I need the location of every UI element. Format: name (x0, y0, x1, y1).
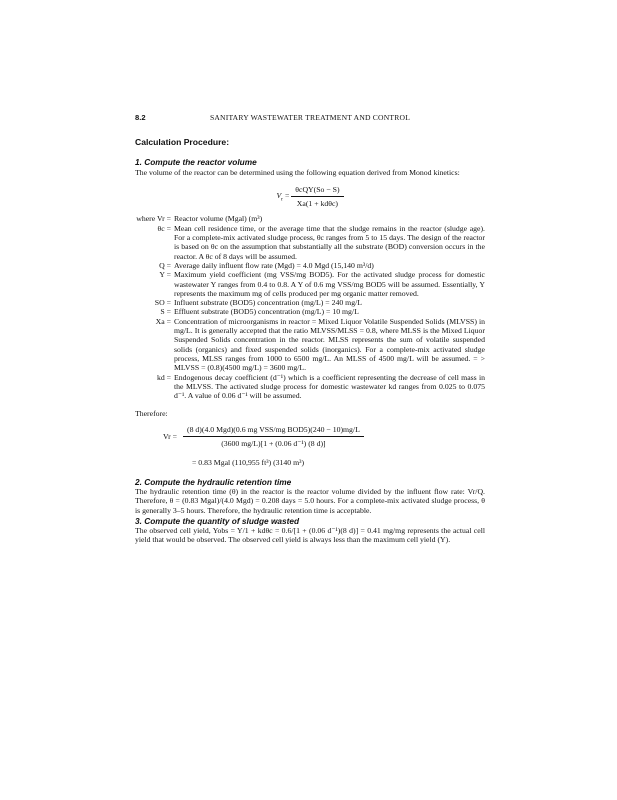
definition-item (135, 214, 485, 223)
therefore-label: Therefore: (135, 409, 168, 419)
definition-item (135, 373, 485, 401)
definition-text: Maximum yield coefficient (mg VSS/mg BOD5). For the activated sludge process for domestic wastewater Y ranges from 0.4 to 0.8. A Y of 0.6 mg VSS/mg BOD5 will be assumed. Essentially, Y represents the maximum mg of cells produced per mg organic matter removed. (174, 270, 485, 298)
definition-symbol: Q = (159, 260, 171, 270)
definition-text: Reactor volume (Mgal) (m³) (174, 214, 263, 224)
step2-text: The hydraulic retention time (θ) in the reactor is the reactor volume divided by the influent flow rate: Vr/Q. Therefore, θ = (0.83 Mgal)/(4.0 Mgd) = 0.208 days = 5.0 hours. For a complete-mix activated sludge process, θ is generally 3–5 hours. Therefore, the hydraulic retention time is acceptable. (135, 486, 485, 515)
definition-item (135, 261, 485, 270)
step1-heading: 1. Compute the reactor volume (135, 157, 257, 168)
step1-intro: The volume of the reactor can be determined using the following equation derived from Monod kinetics: (135, 167, 460, 177)
definition-item (135, 224, 485, 261)
definition-text: Concentration of microorganisms in reactor = Mixed Liquor Volatile Suspended Solids (MLVSS) in mg/L. It is generally accepted that the ratio MLVSS/MLSS = 0.8, where MLSS is the Mixed Liquor Suspended Solids concentration in the reactor. MLSS represents the sum of volatile suspended solids (organics) and fixed suspended solids (inorganics). For a complete-mix activated sludge process, MLSS ranges from 1000 to 6500 mg/L. An MLSS of 4500 mg/L will be assumed. = > MLVSS = (0.8)(4500 mg/L) = 3600 mg/L. (174, 316, 485, 373)
monod-equation (135, 185, 485, 209)
definition-text: Mean cell residence time, or the average time that the sludge remains in the reactor (sludge age). For a complete-mix activated sludge process, θc ranges from 5 to 15 days. The design of the reactor is based on θc on the assumption that substantially all the substrate (BOD) conversion occurs in the reactor. A θc of 8 days will be assumed. (174, 223, 485, 261)
definition-item (135, 270, 485, 298)
equation-numerator: θcQY(So − S) (291, 185, 343, 197)
volume-calc-lhs: Vr = (163, 431, 178, 441)
definition-item (135, 317, 485, 373)
volume-calculation (163, 425, 485, 449)
definition-symbol: Xa = (155, 316, 171, 326)
step3-heading: 3. Compute the quantity of sludge wasted (135, 515, 300, 526)
volume-calc-numerator: (8 d)(4.0 Mgd)(0.6 mg VSS/mg BOD5)(240 − 10)mg/L (183, 425, 364, 437)
page-body (135, 138, 485, 545)
page-number: 8.2 (135, 113, 146, 122)
calculation-heading: Calculation Procedure: (135, 137, 230, 147)
volume-calc-fraction (183, 425, 364, 449)
definition-list (135, 214, 485, 400)
definition-symbol: kd = (156, 372, 171, 382)
equation-denominator: Xa(1 + kdθc) (296, 199, 339, 209)
volume-result: = 0.83 Mgal (110,955 ft³) (3140 m³) (192, 458, 305, 468)
definition-text: Endogenous decay coefficient (d⁻¹) which is a coefficient representing the decrease of cell mass in the MLVSS. The activated sludge process for domestic wastewater kd ranges from 0.025 to 0.075 d⁻¹. A value of 0.06 d⁻¹ will be assumed. (174, 372, 485, 401)
definition-symbol: θc = (157, 223, 171, 233)
definition-symbol: SO = (154, 298, 171, 308)
step3-text: The observed cell yield, Yobs = Y/1 + kdθc = 0.6/[1 + (0.06 d⁻¹)(8 d)] = 0.41 mg/mg represents the actual cell yield that would be observed. The observed cell yield is always less than the maximum cell yield (Y). (135, 526, 485, 545)
equation-lhs: $V_r$ = (276, 191, 290, 204)
running-title: SANITARY WASTEWATER TREATMENT AND CONTROL (209, 113, 411, 122)
definition-text: Average daily influent flow rate (Mgd) = 4.0 Mgd (15,140 m³/d) (174, 260, 374, 270)
equation-fraction (291, 185, 343, 209)
volume-calc-denominator: (3600 mg/L)[1 + (0.06 d⁻¹) (8 d)] (221, 439, 326, 449)
definition-item (135, 298, 485, 307)
definition-text: Effluent substrate (BOD5) concentration (mg/L) = 10 mg/L (174, 307, 359, 317)
definition-text: Influent substrate (BOD5) concentration (mg/L) = 240 mg/L (174, 298, 362, 308)
definition-symbol: Y = (159, 270, 171, 280)
definition-symbol: where Vr = (136, 214, 171, 224)
step2-heading: 2. Compute the hydraulic retention time (135, 476, 292, 487)
definition-symbol: S = (160, 307, 171, 317)
definition-item (135, 307, 485, 316)
